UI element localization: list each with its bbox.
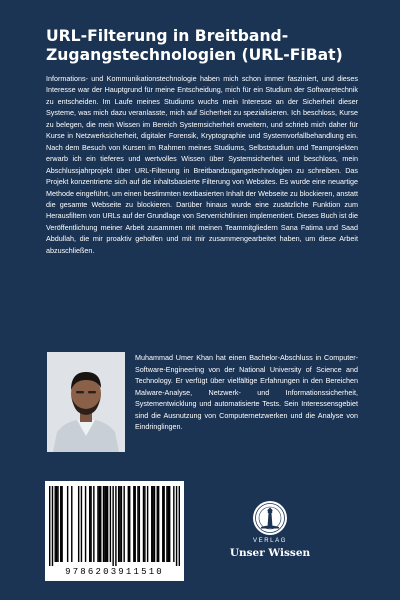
barcode-bar	[93, 486, 94, 562]
barcode-bar	[61, 486, 62, 562]
publisher-tag: VERLAG	[253, 538, 287, 544]
barcode-bar	[123, 486, 124, 562]
author-portrait	[47, 352, 125, 452]
barcode-bar	[147, 486, 148, 562]
barcode-bar	[144, 486, 145, 562]
lighthouse-seal-icon	[252, 500, 288, 536]
isbn-barcode	[45, 481, 184, 581]
barcode-bar	[89, 486, 90, 562]
barcode-bar	[78, 486, 79, 562]
barcode-bar	[115, 486, 116, 566]
barcode-bar	[152, 486, 153, 562]
barcode-bar	[157, 486, 158, 562]
barcode-bar	[81, 486, 82, 562]
barcode-bar	[139, 486, 140, 562]
barcode-bar	[163, 486, 164, 562]
barcode-bar	[99, 486, 100, 562]
barcode-bar	[129, 486, 130, 562]
barcode-bar	[118, 486, 119, 562]
author-bio: Muhammad Umer Khan hat einen Bachelor-Abschluss in Computer-Software-Engineering von der National University of Science and Technology. Er verfügt über vielfältige Erfahrungen in den Bereichen Malware-Analyse, Netzwerk- und Informationssicherheit, Systementwicklung und automatisierte Tests. Sein Interessensgebiet sind die Ausnutzung von Computernetzwerken und die Analyse von Eindringlingen.	[135, 353, 358, 431]
book-blurb: Informations- und Kommunikationstechnologie haben mich schon immer fasziniert, und dieses Interesse war der Hauptgrund für meine Entscheidung, mich für ein Studium der Softwaretechnik zu entscheiden. Im Laufe meines Studiums wuchs mein Interesse an der Sicherheit dieser Systeme, was mich dazu veranlasste, mich auf Sicherheit zu spezialisieren. Ich beschloss, Kurse zu belegen, die mein Wissen im Bereich Systemsicherheit erweitern, und schrieb mich daher für Kurse in Netzwerksicherheit, digitaler Forensik, Kryptographie und Systemvorfallbehandlung ein. Nach dem Besuch von Kursen im Rahmen meines Studiums, Selbststudium und Teamprojekten erwarb ich ein tieferes und wertvolles Wissen über Systemsicherheit und beschloss, mein Abschlussjahrprojekt über URL-Filterung in Breitbandzugangstechnologien zu schreiben. Das Projekt konzentrierte sich auf die inhaltsbasierte Filterung von Websites. Es wurde eine neuartige Methode eingeführt, um einen bestimmten textbasierten Inhalt der Webseite zu blockieren, anstatt die gesamte Webseite zu blockieren. Darüber hinaus wurde eine zusätzliche Funktion zum Herausfiltern von URLs auf der Grundlage von Serverrichtlinien implementiert. Dieses Buch ist die Veröffentlichung meiner Arbeit zusammen mit meinen Teammitgliedern Sana Fatima und Saad Abdullah, die mir proaktiv geholfen und mit mir zusammengearbeitet haben, um diese Arbeit abzuschließen.	[46, 74, 358, 255]
barcode-bar	[133, 486, 134, 562]
barcode-bar	[158, 486, 159, 562]
barcode-bar	[52, 486, 53, 566]
barcode-bar	[143, 486, 144, 562]
barcode-bar	[179, 486, 180, 566]
barcode-bar	[110, 486, 111, 562]
barcode-bar	[151, 486, 152, 562]
barcode-icon	[49, 486, 180, 566]
barcode-bar	[137, 486, 138, 562]
publisher-name: Unser Wissen	[229, 547, 311, 559]
barcode-bar	[169, 486, 170, 562]
barcode-bar	[106, 486, 107, 562]
barcode-bar	[119, 486, 120, 562]
barcode-bar	[173, 486, 174, 562]
barcode-bar	[97, 486, 98, 562]
barcode-bar	[104, 486, 105, 562]
book-title: URL-Filterung in Breitband- Zugangstechnologien (URL-FiBat)	[46, 27, 343, 64]
publisher-logo	[226, 500, 314, 570]
author-photo	[47, 352, 125, 452]
barcode-bar	[55, 486, 56, 562]
barcode-bar	[103, 486, 104, 562]
barcode-bar	[60, 486, 61, 562]
barcode-bar	[100, 486, 101, 562]
barcode-bar	[166, 486, 167, 562]
barcode-bar	[56, 486, 57, 562]
barcode-bar	[112, 486, 113, 566]
barcode-bar	[67, 486, 68, 562]
barcode-bar	[71, 486, 72, 562]
barcode-bar	[121, 486, 122, 562]
barcode-bar	[85, 486, 86, 562]
barcode-bar	[107, 486, 108, 562]
barcode-bar	[176, 486, 177, 566]
barcode-bar	[162, 486, 163, 562]
barcode-bar	[128, 486, 129, 562]
barcode-bar	[168, 486, 169, 562]
isbn-number: 9786203911510	[65, 567, 164, 577]
barcode-bar	[57, 486, 58, 562]
barcode-bar	[134, 486, 135, 562]
barcode-bar	[49, 486, 50, 566]
barcode-bar	[154, 486, 155, 562]
barcode-bar	[90, 486, 91, 562]
